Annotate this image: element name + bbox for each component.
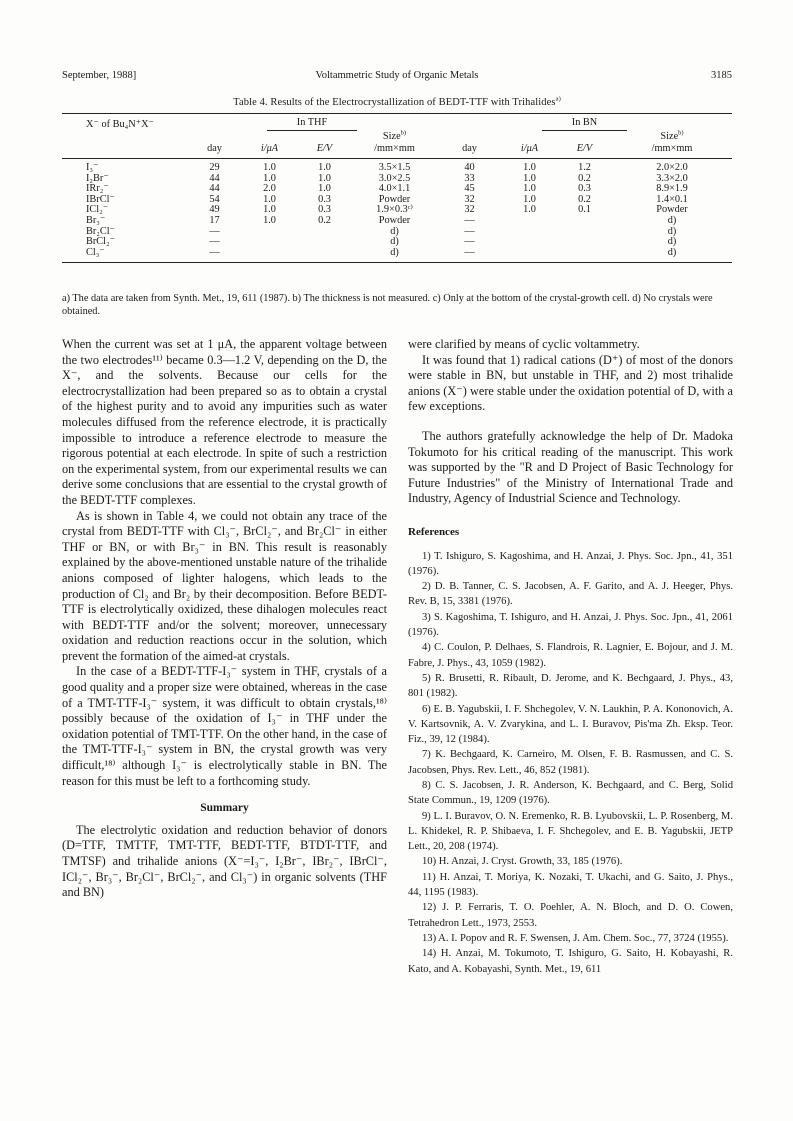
reference-item: 3) S. Kagoshima, T. Ishiguro, and H. Anzai, J. Phys. Soc. Jpn., 41, 2061 (1976). (408, 611, 733, 639)
left-column (62, 337, 387, 901)
header-date: September, 1988] (62, 70, 137, 81)
right-column (408, 337, 733, 977)
cell-bn-size: 3.3×2.0 (656, 172, 688, 184)
reference-item: 10) H. Anzai, J. Cryst. Growth, 33, 185 (1976). (422, 856, 623, 868)
table-header-row (62, 131, 732, 143)
reference-item: 13) A. I. Popov and R. F. Swensen, J. Am. Chem. Soc., 77, 3724 (1955). (422, 932, 729, 944)
cell-bn-day: 40 (464, 162, 475, 173)
paragraph: When the current was set at 1 μA, the apparent voltage between the two electrodes¹¹⁾ became 0.3—1.2 V, depending on the D, the X⁻, and the solvents. Because our cells for the electrocrystallization had been prepared so as to obtain a crystal of the highest purity and to avoid any impurities such as water molecules diffused from the reference electrode, it is practically impossible to introduce a reference electrode to measure the rigorous potential at each electrode. In spite of such a restriction on the experimental system, from our experimental results we can derive some conclusions that are essential to the crystal growth of the BEDT-TTF complexes. (62, 337, 387, 507)
cell-thf-day: 29 (209, 162, 220, 173)
reference-item: 7) K. Bechgaard, K. Carneiro, M. Olsen, F. B. Rasmussen, and C. S. Jacobsen, Phys. Rev. Lett., 46, 852 (1981). (408, 749, 733, 776)
cell-thf-i: 1.0 (263, 204, 276, 216)
table-row (62, 216, 732, 227)
group-header-thf: In THF (187, 114, 437, 132)
col-e-header: E/V (297, 143, 352, 159)
cell-thf-size: Powder (378, 193, 411, 205)
cell-thf-e: 1.0 (318, 162, 331, 173)
table-caption (62, 97, 732, 108)
cell-thf-day: 44 (209, 172, 220, 184)
cell-anion: ICl₂⁻ (86, 204, 109, 216)
cell-thf-size: d) (390, 225, 399, 237)
cell-bn-e (557, 216, 612, 227)
cell-anion: Br₃⁻ (86, 214, 106, 226)
cell-thf-e (297, 237, 352, 248)
cell-bn-day: — (464, 225, 475, 237)
col-size-header: Size$^{b)}$ (382, 129, 407, 143)
cell-thf-size: 4.0×1.1 (378, 183, 411, 195)
cell-thf-day: — (187, 248, 242, 263)
cell-bn-size: 8.9×1.9 (656, 183, 688, 195)
summary-heading: Summary (200, 802, 249, 815)
cell-thf-size: Powder (378, 214, 411, 226)
cell-thf-i (242, 248, 297, 263)
cell-bn-e: 0.1 (578, 204, 591, 216)
paragraph: As is shown in Table 4, we could not obtain any trace of the crystal from BEDT-TTF with Cl₃⁻, BrCl₂⁻, and Br₂Cl⁻ in either THF or BN, or with Br₃⁻ in BN. This result is reasonably explained by the above-mentioned unstable nature of the trihalide anions composed of lighter halogens, which leads to the production of Cl₂ and Br₂ by their decomposition. Before BEDT-TTF is electrolytically oxidized, these dihalogen molecules react with BEDT-TTF and/or the solvent; moreover, unnecessary oxidation and reduction reactions occur in the solution, which prevent the formation of the aimed-at crystals. (62, 508, 387, 663)
cell-bn-size: d) (667, 236, 677, 248)
references-heading: References (408, 525, 460, 538)
paragraph: It was found that 1) radical cations (D⁺) of most of the donors were stable in BN, but unstable in THF, and 2) most trihalide anions (X⁻) were stable under the oxidation potential of D, with a few exceptions. (408, 352, 733, 414)
cell-bn-i (502, 248, 557, 263)
cell-bn-day: 33 (464, 172, 475, 184)
cell-anion: I₂Br⁻ (86, 172, 109, 184)
cell-bn-e (557, 248, 612, 263)
cell-bn-e (557, 227, 612, 238)
col-size-header: Size$^{b)}$ (660, 129, 684, 143)
header-title: Voltammetric Study of Organic Metals (315, 70, 479, 81)
cell-anion: Cl₃⁻ (62, 248, 187, 263)
col-e-header: E/V (557, 143, 612, 159)
cell-thf-i (242, 227, 297, 238)
cell-bn-e (557, 237, 612, 248)
cell-bn-size: 2.0×2.0 (656, 162, 688, 173)
paragraph: were clarified by means of cyclic voltammetry. (408, 337, 640, 351)
reference-item: 11) H. Anzai, T. Moriya, K. Nozaki, T. Ukachi, and G. Saito, J. Phys., 44, 1195 (1983). (408, 871, 733, 899)
cell-anion: Br₂Cl⁻ (86, 225, 116, 237)
cell-bn-i: 1.0 (523, 162, 536, 173)
reference-item: 6) E. B. Yagubskii, I. F. Shchegolev, V. N. Laukhin, P. A. Kononovich, A. V. Kartsovnik, A. V. Zvarykina, and L. I. Buravov, Pis'ma Zh. Eksp. Teor. Fiz., 39, 12 (1984). (408, 703, 733, 746)
cell-thf-i: 1.0 (263, 162, 276, 173)
cell-bn-day: 32 (464, 193, 475, 205)
cell-thf-i: 1.0 (263, 193, 276, 205)
cell-anion: IBrCl⁻ (86, 193, 115, 205)
cell-bn-i: 1.0 (523, 172, 536, 184)
cell-bn-i (502, 216, 557, 227)
cell-thf-size: d) (352, 248, 437, 263)
cell-thf-day: 49 (209, 204, 220, 216)
cell-bn-day: — (464, 236, 475, 248)
reference-item: 12) J. P. Ferraris, T. O. Poehler, A. N. Bloch, and D. O. Cowen, Tetrahedron Lett., 1973, 2553. (408, 902, 733, 929)
table-footnote: a) The data are taken from Synth. Met., 19, 611 (1987). b) The thickness is not measured. c) Only at the bottom of the crystal-growth cell. d) No crystals were obtained. (62, 293, 713, 317)
table-header-row (62, 114, 732, 132)
cell-bn-e: 0.2 (578, 193, 591, 205)
cell-thf-size: d) (390, 236, 399, 248)
cell-bn-size: 1.4×0.1 (656, 193, 688, 205)
cell-thf-e: 0.2 (318, 214, 331, 226)
cell-bn-e: 1.2 (578, 162, 591, 173)
cell-anion: IRr₂⁻ (86, 183, 109, 195)
cell-thf-i: 1.0 (263, 172, 276, 184)
cell-thf-day: 54 (209, 193, 220, 205)
col-size-unit: /mm×mm (612, 143, 732, 159)
table-caption-mark: a) (555, 95, 561, 103)
cell-bn-day: 32 (464, 204, 475, 216)
cell-bn-i: 1.0 (523, 183, 536, 195)
reference-item: 4) C. Coulon, P. Delhaes, S. Flandrois, R. Lagnier, E. Bojour, and J. M. Fabre, J. Phys., 43, 1059 (1982). (408, 642, 733, 669)
reference-list (408, 549, 733, 977)
cell-bn-size: Powder (656, 204, 688, 216)
cell-thf-i: 1.0 (263, 214, 276, 226)
summary-paragraph: The electrolytic oxidation and reduction behavior of donors (D=TTF, TMTTF, TMT-TTF, BEDT-TTF, BTDT-TTF, and TMTSF) and trihalide anions (X⁻=I₃⁻, I₂Br⁻, IBr₂⁻, IBrCl⁻, ICl₂⁻, Br₃⁻, Br₂Cl⁻, BrCl₂⁻, and Cl₃⁻) in organic solvents (THF and BN) (62, 822, 387, 900)
cell-thf-e (297, 248, 352, 263)
cell-bn-e: 0.2 (578, 172, 591, 184)
cell-bn-size: d) (667, 225, 677, 237)
cell-thf-day: 44 (209, 183, 220, 195)
running-header (62, 70, 732, 86)
cell-thf-i: 2.0 (263, 183, 276, 195)
reference-item: 8) C. S. Jacobsen, J. R. Anderson, K. Bechgaard, and C. Berg, Solid State Commun., 19, 1209 (1976). (408, 779, 733, 807)
cell-thf-e: 1.0 (318, 183, 331, 195)
paragraph: In the case of a BEDT-TTF-I₃⁻ system in THF, crystals of a good quality and a proper size were obtained, whereas in the case of a TMT-TTF-I₃⁻ system, it was difficult to obtain crystals,¹⁸⁾ possibly because of the oxidation of I₃⁻ in THF under the oxidation potential of TMT-TTF. On the other hand, in the case of the TMT-TTF-I₃⁻ system in BN, the crystal growth was very difficult,¹⁸⁾ although I₃⁻ is electrolytically stable in BN. The reason for this must be left to a forthcoming study. (62, 664, 387, 788)
cell-thf-e: 1.0 (318, 172, 331, 184)
cell-bn-size: d) (612, 248, 732, 263)
table-row (62, 159, 732, 174)
cell-thf-i (242, 237, 297, 248)
cell-bn-i: 1.0 (523, 193, 536, 205)
col-day-header: day (187, 143, 242, 159)
reference-item: 1) T. Ishiguro, S. Kagoshima, and H. Anzai, J. Phys. Soc. Jpn., 41, 351 (1976). (408, 550, 733, 577)
cell-thf-day: — (209, 225, 220, 237)
col-day-header: day (437, 143, 502, 159)
col-x-header: X⁻ of Bu₄N⁺X⁻ (62, 114, 187, 132)
cell-thf-size: 1.9×0.3ᶜ⁾ (376, 204, 413, 216)
cell-thf-day: 17 (209, 214, 220, 226)
page-number: 3185 (711, 70, 732, 81)
cell-thf-day: — (209, 236, 220, 248)
cell-bn-day: 45 (464, 183, 475, 195)
reference-item: 5) R. Brusetti, R. Ribault, D. Jerome, and K. Bechgaard, J. Phys., 43, 801 (1982). (408, 672, 733, 700)
table-header-row (62, 143, 732, 159)
cell-thf-size: 3.5×1.5 (378, 162, 411, 173)
reference-item: 14) H. Anzai, M. Tokumoto, T. Ishiguro, G. Saito, H. Kobayashi, R. Kato, and A. Kobayashi, Synth. Met., 19, 611 (408, 948, 733, 975)
cell-thf-e: 0.3 (318, 204, 331, 216)
cell-bn-i: 1.0 (523, 204, 536, 216)
group-header-bn: In BN (437, 114, 732, 132)
cell-thf-e (297, 227, 352, 238)
cell-bn-i (502, 237, 557, 248)
reference-item: 9) L. I. Buravov, O. N. Eremenko, R. B. Lyubovskii, L. P. Rosenberg, M. L. Khidekel, R. P. Shibaeva, I. F. Shchegolev, and E. B. Yagubskii, JETP Lett., 20, 208 (1974). (408, 810, 733, 853)
results-table (62, 113, 732, 263)
cell-anion: I₃⁻ (86, 162, 99, 173)
cell-thf-e: 0.3 (318, 193, 331, 205)
cell-bn-size: d) (667, 214, 677, 226)
cell-bn-i (502, 227, 557, 238)
cell-bn-e: 0.3 (578, 183, 591, 195)
cell-bn-day: — (437, 248, 502, 263)
cell-bn-day: — (464, 214, 475, 226)
table-caption-text: Table 4. Results of the Electrocrystallization of BEDT-TTF with Trihalides (233, 97, 556, 108)
reference-item: 2) D. B. Tanner, C. S. Jacobsen, A. F. Garito, and A. J. Heeger, Phys. Rev. B, 15, 3381 (1976). (408, 581, 733, 608)
table-row (62, 248, 732, 263)
col-i-header: i/μA (502, 143, 557, 159)
cell-anion: BrCl₂⁻ (86, 236, 116, 248)
acknowledgement: The authors gratefully acknowledge the help of Dr. Madoka Tokumoto for his critical reading of the manuscript. This work was supported by the "R and D Project of Basic Technology for Future Industries" of the Ministry of International Trade and Industry, Agency of Industrial Science and Technology. (408, 428, 733, 506)
cell-thf-size: 3.0×2.5 (378, 172, 411, 184)
col-size-unit: /mm×mm (352, 143, 437, 159)
col-i-header: i/μA (242, 143, 297, 159)
